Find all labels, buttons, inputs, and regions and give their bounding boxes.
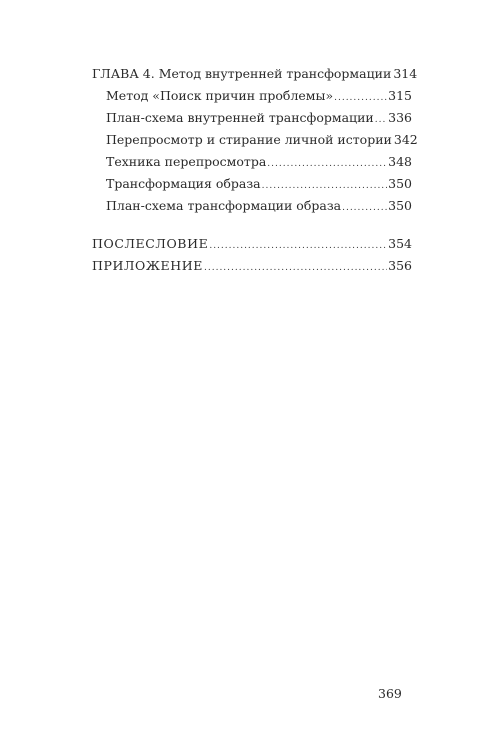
toc-entry-image-transformation-plan [92, 196, 412, 218]
toc-dot-leader [262, 177, 388, 196]
toc-entry-title: ПОСЛЕСЛОВИЕ [92, 236, 209, 251]
toc-entry-chapter-4 [92, 64, 418, 86]
toc-entry-inner-transformation-plan [92, 108, 412, 130]
toc-entry-afterword [92, 234, 412, 256]
page-number: 369 [378, 686, 402, 701]
toc-entry-recapitulation [92, 130, 418, 152]
toc-entry-page: 348 [388, 154, 412, 169]
toc-dot-leader [375, 111, 387, 130]
toc-entry-page: 342 [393, 132, 418, 147]
toc-entry-title: Перепросмотр и стирание личной истории [106, 132, 392, 147]
table-of-contents [92, 64, 418, 278]
toc-entry-page: 314 [393, 66, 418, 81]
toc-entry-page: 350 [388, 176, 412, 191]
toc-entry-page: 350 [388, 198, 412, 213]
toc-dot-leader [209, 237, 387, 256]
toc-entry-title: ПРИЛОЖЕНИЕ [92, 258, 203, 273]
toc-entry-title: План-схема внутренней трансформации [106, 110, 374, 125]
toc-entry-page: 336 [388, 110, 412, 125]
toc-dot-leader [267, 155, 387, 174]
toc-entry-page: 356 [388, 258, 412, 273]
toc-entry-image-transformation [92, 174, 412, 196]
toc-entry-title: Трансформация образа [106, 176, 261, 191]
toc-entry-title: Метод «Поиск причин проблемы» [106, 88, 334, 103]
toc-entry-recapitulation-technique [92, 152, 412, 174]
toc-entry-title: Техника перепросмотра [106, 154, 267, 169]
toc-entry-title: ГЛАВА 4. Метод внутренней трансформации [92, 66, 392, 81]
toc-dot-leader [334, 89, 387, 108]
toc-dot-leader [204, 259, 387, 278]
toc-dot-leader [342, 199, 387, 218]
toc-entry-page: 354 [388, 236, 412, 251]
toc-entry-appendix [92, 256, 412, 278]
toc-entry-page: 315 [388, 88, 412, 103]
toc-entry-problem-causes [92, 86, 412, 108]
toc-entry-title: План-схема трансформации образа [106, 198, 342, 213]
